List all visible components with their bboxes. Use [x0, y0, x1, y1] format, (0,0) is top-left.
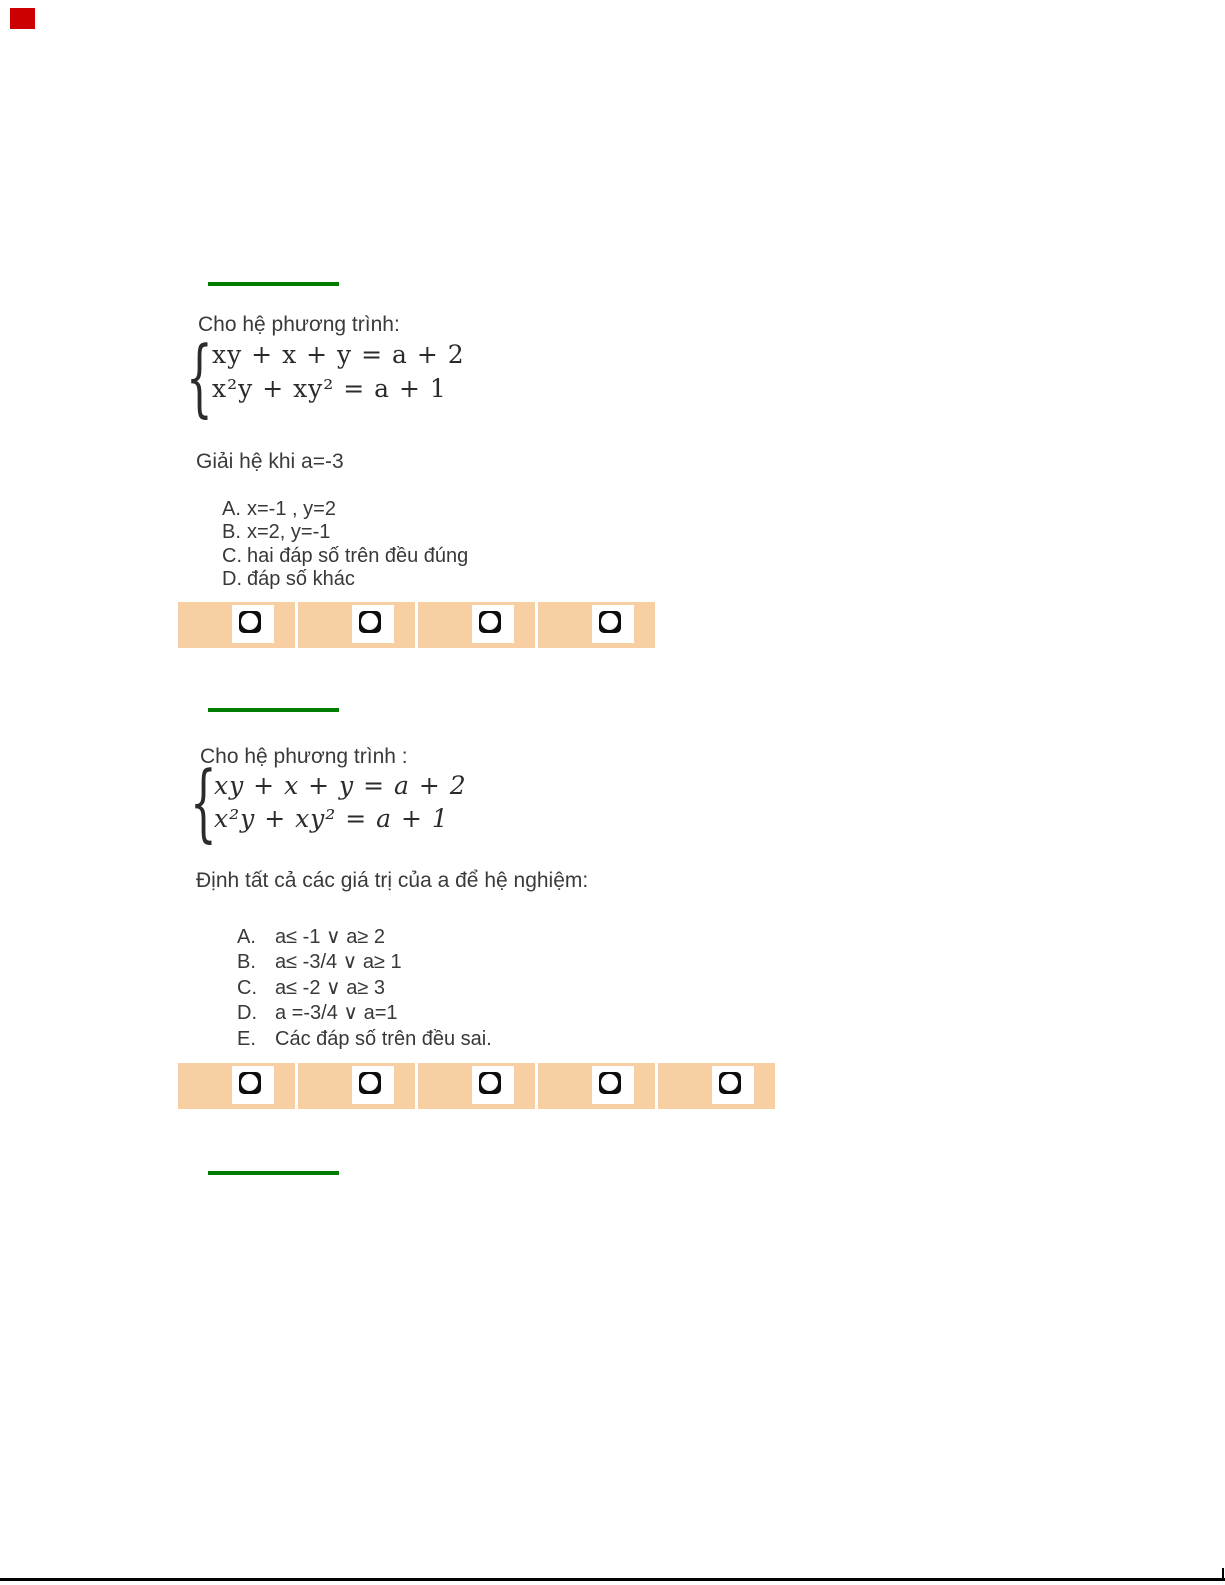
question2-equation-2: x²y + xy² = a + 1 [214, 804, 449, 833]
option-text: a≤ -3/4 ∨ a≥ 1 [275, 951, 402, 974]
option-text: x=-1 , y=2 [247, 498, 336, 520]
question1-title: Cho hệ phương trình: [198, 313, 400, 336]
question2-divider-line [208, 708, 339, 712]
answer-cell-b [298, 1063, 415, 1109]
radio-button-icon [479, 1072, 501, 1094]
option-b [237, 950, 492, 975]
answer-cell-c [418, 602, 535, 648]
question2-options [237, 925, 492, 1052]
answer-cell-b [298, 602, 415, 648]
radio-button-icon [239, 1072, 261, 1094]
question1-prompt: Giải hệ khi a=-3 [196, 450, 344, 473]
question1-divider-line [208, 282, 339, 286]
answer-a-radio-button[interactable] [232, 1066, 274, 1104]
page-bottom-rule-stub [1222, 1568, 1224, 1578]
answer-cell-c [418, 1063, 535, 1109]
option-text: a≤ -1 ∨ a≥ 2 [275, 926, 385, 948]
option-b [222, 521, 468, 544]
option-text: Các đáp số trên đều sai. [275, 1027, 492, 1050]
option-letter: B. [222, 521, 241, 544]
option-a [237, 925, 492, 950]
question2-title: Cho hệ phương trình : [200, 745, 408, 768]
option-letter: A. [237, 926, 256, 948]
radio-button-icon [239, 611, 261, 633]
option-letter: E. [237, 1027, 256, 1050]
question1-options [222, 498, 468, 591]
option-letter: D. [222, 567, 242, 590]
radio-button-icon [599, 1072, 621, 1094]
answer-cell-d [538, 602, 655, 648]
option-text: x=2, y=-1 [247, 521, 331, 544]
answer-cell-e [658, 1063, 775, 1109]
radio-button-icon [479, 611, 501, 633]
question1-equation-1: xy + x + y = a + 2 [212, 340, 465, 369]
option-letter: D. [237, 1002, 257, 1025]
question2-answer-bar [178, 1063, 775, 1109]
option-letter: A. [222, 498, 241, 520]
answer-c-radio-button[interactable] [472, 605, 514, 643]
answer-e-radio-button[interactable] [712, 1066, 754, 1104]
question1-answer-bar [178, 602, 655, 648]
answer-d-radio-button[interactable] [592, 605, 634, 643]
system-brace: { [190, 753, 217, 851]
question3-divider-line [208, 1171, 339, 1175]
answer-cell-a [178, 602, 295, 648]
option-text: a =-3/4 ∨ a=1 [275, 1002, 398, 1025]
question2-prompt: Định tất cả các giá trị của a để hệ nghiệm: [196, 869, 589, 892]
answer-b-radio-button[interactable] [352, 1066, 394, 1104]
system-brace: { [186, 328, 213, 426]
option-c [222, 545, 468, 568]
option-c [237, 976, 492, 1001]
page-bottom-rule [0, 1578, 1225, 1581]
radio-button-icon [599, 611, 621, 633]
red-marker [10, 8, 35, 29]
answer-c-radio-button[interactable] [472, 1066, 514, 1104]
option-text: đáp số khác [247, 567, 355, 590]
option-text: a≤ -2 ∨ a≥ 3 [275, 976, 385, 999]
answer-b-radio-button[interactable] [352, 605, 394, 643]
option-d [222, 568, 468, 591]
answer-cell-d [538, 1063, 655, 1109]
radio-button-icon [359, 1072, 381, 1094]
option-a [222, 498, 468, 521]
answer-cell-a [178, 1063, 295, 1109]
option-e [237, 1027, 492, 1052]
option-letter: B. [237, 951, 256, 974]
question2-equation-1: xy + x + y = a + 2 [214, 771, 467, 800]
option-letter: C. [237, 976, 257, 999]
option-d [237, 1001, 492, 1026]
question1-equation-2: x²y + xy² = a + 1 [212, 374, 447, 403]
radio-button-icon [359, 611, 381, 633]
option-letter: C. [222, 544, 242, 567]
option-text: hai đáp số trên đều đúng [247, 544, 469, 567]
answer-d-radio-button[interactable] [592, 1066, 634, 1104]
radio-button-icon [719, 1072, 741, 1094]
answer-a-radio-button[interactable] [232, 605, 274, 643]
